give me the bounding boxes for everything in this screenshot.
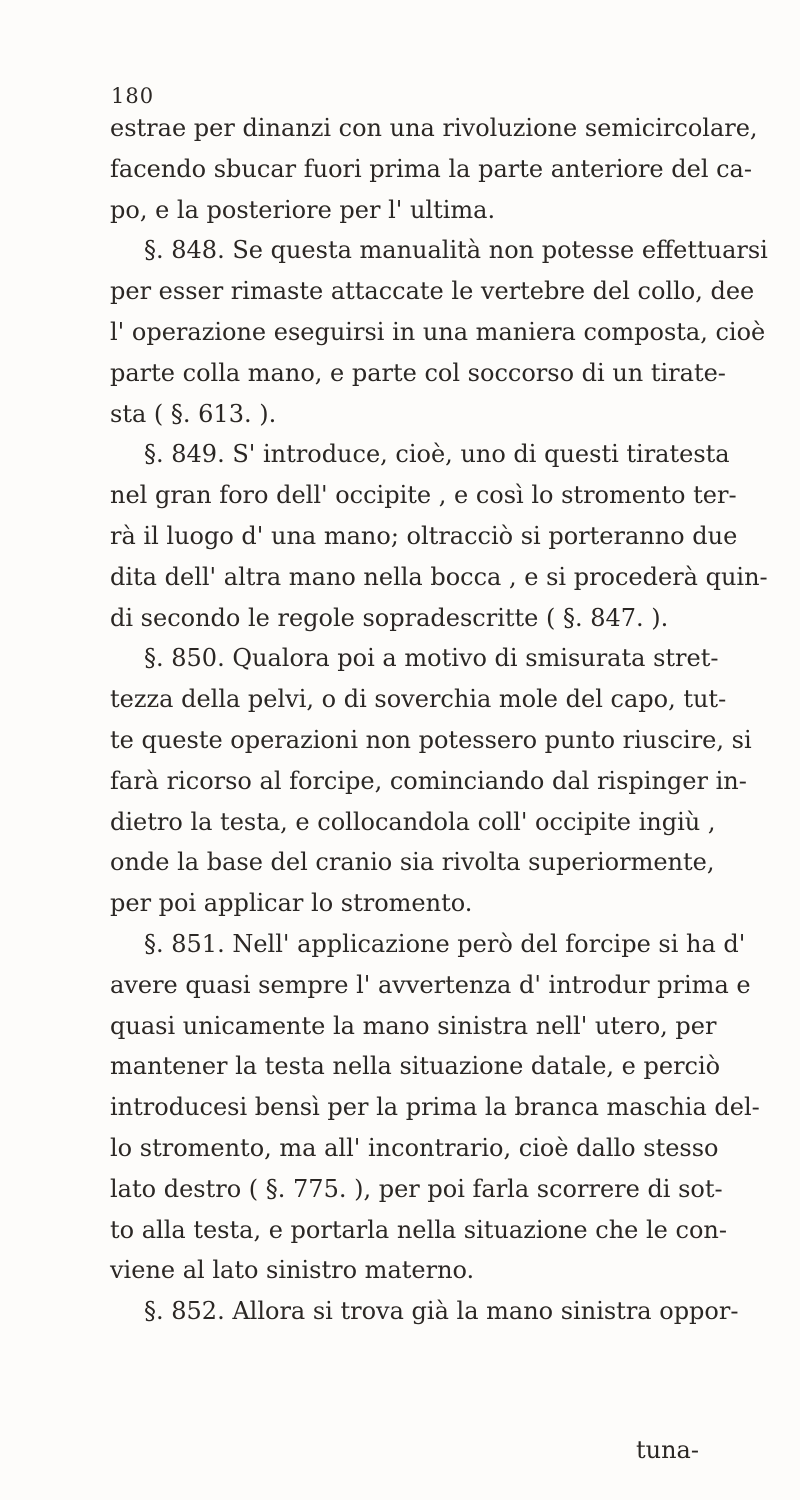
text-line: viene al lato sinistro materno. [110,1256,475,1285]
text-line: facendo sbucar fuori prima la parte anteriore del ca- [110,154,752,183]
text-line: quasi unicamente la mano sinistra nell' utero, per [110,1011,717,1040]
text-line: po, e la posteriore per l' ultima. [110,195,496,224]
text-line: per esser rimaste attaccate le vertebre del collo, dee [110,277,755,306]
text-line: lato destro ( §. 775. ), per poi farla scorrere di sot- [110,1174,723,1203]
text-line: nel gran foro dell' occipite , e così lo stromento ter- [110,481,737,510]
page-number: 180 [111,84,155,108]
paragraph-850-start: §. 850. Qualora poi a motivo di smisurata stret- [144,644,719,673]
text-line: sta ( §. 613. ). [110,399,277,428]
text-line: estrae per dinanzi con una rivoluzione semicircolare, [110,114,758,142]
text-line: onde la base del cranio sia rivolta superiormente, [110,848,715,877]
body-text [110,108,768,1332]
paragraph-851-start: §. 851. Nell' applicazione però del forcipe si ha d' [144,929,746,958]
text-line: avere quasi sempre l' avvertenza d' introdur prima e [110,970,751,999]
paragraph-848-start: §. 848. Se questa manualità non potesse effettuarsi [144,236,768,265]
text-line: parte colla mano, e parte col soccorso di un tirate- [110,358,726,387]
text-line: mantener la testa nella situazione datale, e perciò [110,1052,721,1081]
text-line: lo stromento, ma all' incontrario, cioè dallo stesso [110,1133,719,1162]
text-line: per poi applicar lo stromento. [110,889,473,918]
text-line: tezza della pelvi, o di soverchia mole del capo, tut- [110,685,727,714]
text-line: dita dell' altra mano nella bocca , e si procederà quin- [110,562,768,591]
text-line: to alla testa, e portarla nella situazione che le con- [110,1215,727,1244]
text-line: introducesi bensì per la prima la branca maschia del- [110,1093,760,1122]
text-line: te queste operazioni non potessero punto riuscire, si [110,725,752,754]
text-line: di secondo le regole sopradescritte ( §. 847. ). [110,603,669,632]
paragraph-852-start: §. 852. Allora si trova già la mano sinistra oppor- [144,1297,739,1326]
paragraph-849-start: §. 849. S' introduce, cioè, uno di questi tiratesta [144,440,730,469]
catchword: tuna- [636,1436,699,1464]
text-line: rà il luogo d' una mano; oltracciò si porteranno due [110,521,738,550]
text-line: dietro la testa, e collocandola coll' occipite ingiù , [110,807,716,836]
text-line: l' operazione eseguirsi in una maniera composta, cioè [110,317,766,346]
text-line: farà ricorso al forcipe, cominciando dal rispinger in- [110,766,747,795]
